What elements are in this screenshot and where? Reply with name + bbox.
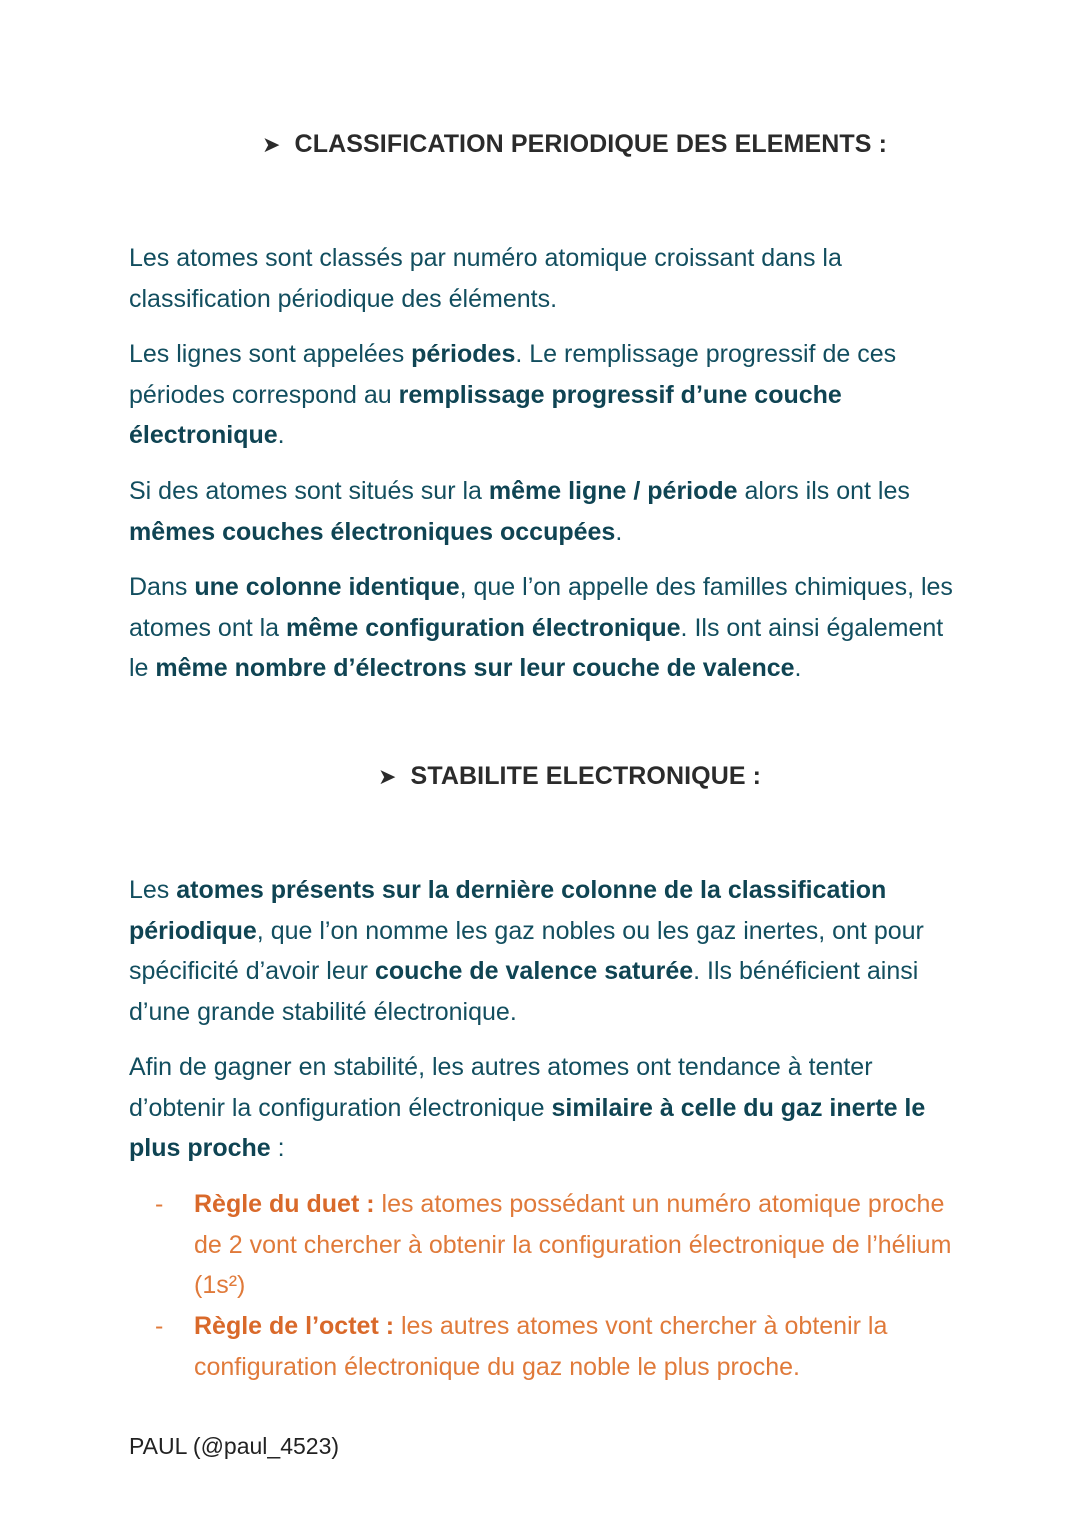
text-run: Dans bbox=[129, 573, 195, 601]
text-run: . Ils ont ainsi également le bbox=[129, 613, 944, 683]
emphasis-text: mêmes couches électroniques occupées bbox=[129, 517, 616, 546]
text-run: Si des atomes sont situés sur la bbox=[129, 477, 489, 505]
text-run: . Le remplissage progressif de ces périodes correspond au bbox=[129, 340, 897, 409]
emphasis-text: une colonne identique bbox=[194, 573, 460, 601]
section-title: STABILITE ELECTRONIQUE : bbox=[410, 762, 762, 790]
text-run: Les bbox=[129, 876, 177, 904]
rules-list bbox=[155, 1184, 955, 1388]
text-run: : bbox=[270, 1134, 285, 1163]
text-run: , que l’on nomme les gaz nobles ou les gaz inertes, ont pour spécificité d’avoir leur bbox=[129, 916, 924, 986]
emphasis-text: même configuration électronique bbox=[286, 613, 681, 642]
emphasis-text: même ligne / période bbox=[488, 477, 738, 505]
rule-text: les autres atomes vont chercher à obtenir la configuration électronique du gaz noble le plus proche. bbox=[194, 1312, 888, 1381]
rule-name: Règle du duet : bbox=[194, 1190, 375, 1218]
text-run: . bbox=[615, 517, 623, 546]
emphasis-text: périodes bbox=[411, 340, 516, 368]
text-run: . Ils bénéficient ainsi d’une grande stabilité électronique. bbox=[129, 957, 919, 1027]
paragraph bbox=[129, 334, 959, 456]
rule-name: Règle de l’octet : bbox=[194, 1312, 395, 1341]
emphasis-text: atomes présents sur la dernière colonne de la classification périodique bbox=[129, 876, 887, 945]
rule-duet bbox=[155, 1184, 955, 1306]
list-dash: - bbox=[155, 1312, 164, 1341]
paragraph bbox=[129, 238, 959, 319]
arrowhead-icon: ➤ bbox=[262, 132, 281, 157]
paragraph bbox=[129, 1047, 959, 1169]
emphasis-text: même nombre d’électrons sur leur couche de valence bbox=[155, 654, 795, 683]
text-run: Afin de gagner en stabilité, les autres atomes ont tendance à tenter d’obtenir la configuration électronique bbox=[129, 1053, 873, 1122]
paragraph bbox=[129, 567, 959, 689]
author-footer: PAUL (@paul_4523) bbox=[129, 1433, 340, 1459]
section-heading-stabilite bbox=[378, 762, 761, 791]
paragraph bbox=[129, 471, 959, 552]
emphasis-text: similaire à celle du gaz inerte le plus proche bbox=[129, 1093, 926, 1163]
emphasis-text: remplissage progressif d’une couche électronique bbox=[129, 380, 842, 450]
text-run: Les atomes sont classés par numéro atomique croissant dans la classification périodique des éléments. bbox=[129, 244, 842, 313]
text-run: Les lignes sont appelées bbox=[129, 340, 412, 368]
rule-octet bbox=[155, 1306, 955, 1387]
section-heading-classification bbox=[262, 130, 887, 159]
text-run: , que l’on appelle des familles chimiques, les atomes ont la bbox=[129, 573, 953, 642]
text-run: alors ils ont les bbox=[737, 477, 910, 505]
emphasis-text: couche de valence saturée bbox=[374, 957, 694, 986]
text-run: . bbox=[794, 654, 802, 683]
section-title: CLASSIFICATION PERIODIQUE DES ELEMENTS : bbox=[294, 130, 888, 158]
text-run: . bbox=[277, 421, 285, 450]
arrowhead-icon: ➤ bbox=[378, 764, 397, 789]
rule-text: les atomes possédant un numéro atomique proche de 2 vont chercher à obtenir la configuration électronique de l’hélium (1s²) bbox=[194, 1190, 952, 1300]
paragraph bbox=[129, 870, 959, 1033]
list-dash: - bbox=[155, 1190, 164, 1218]
